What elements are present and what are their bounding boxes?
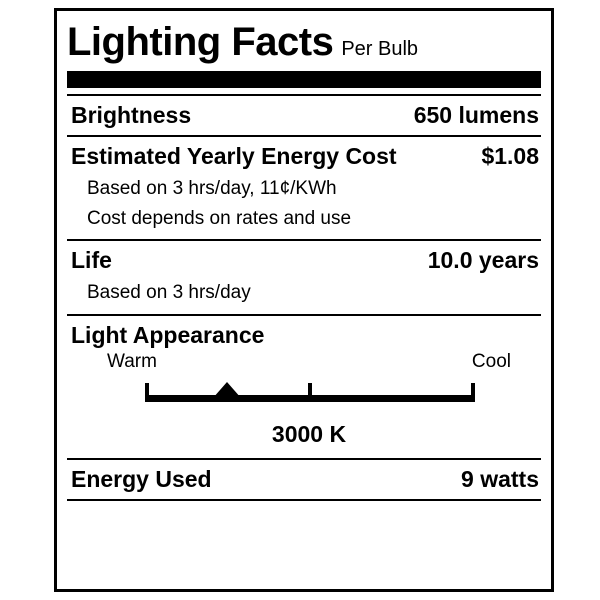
page-title: Lighting Facts: [67, 20, 334, 64]
label-bottom-space: [65, 501, 543, 575]
scale-warm-label: Warm: [107, 350, 157, 372]
label-content: [65, 17, 543, 575]
lighting-facts-label: [54, 8, 554, 592]
label-title-row: [65, 21, 543, 63]
scale-cool-label: Cool: [471, 350, 511, 372]
light-appearance-scale-labels: [65, 351, 543, 375]
energy-used-value: 9 watts: [461, 465, 539, 492]
brightness-value: 650 lumens: [413, 102, 539, 128]
energy-cost-label: Estimated Yearly Energy Cost: [71, 143, 397, 169]
energy-used-label: Energy Used: [71, 465, 212, 492]
energy-cost-value: $1.08: [481, 143, 539, 169]
row-brightness: [65, 96, 543, 135]
energy-cost-note-basis: Based on 3 hrs/day, 11¢/KWh: [87, 178, 337, 199]
row-energy-used: [65, 460, 543, 499]
scale-marker-triangle-icon: [213, 382, 241, 398]
color-temperature-value: 3000 K: [271, 420, 347, 447]
light-appearance-scale: [65, 379, 543, 419]
brightness-label: Brightness: [71, 102, 192, 128]
scale-tick-middle: [308, 383, 312, 402]
life-value: 10.0 years: [427, 247, 539, 274]
life-label: Life: [71, 247, 112, 274]
row-life: [65, 241, 543, 280]
title-divider-bar: [67, 71, 541, 88]
energy-cost-note-rates: Cost depends on rates and use: [87, 207, 352, 229]
page-subtitle: Per Bulb: [341, 38, 419, 60]
scale-tick-right: [471, 383, 475, 402]
light-appearance-label: Light Appearance: [71, 321, 265, 348]
scale-tick-left: [145, 383, 149, 402]
life-note-basis: Based on 3 hrs/day: [87, 282, 251, 304]
row-energy-cost: [65, 137, 543, 176]
